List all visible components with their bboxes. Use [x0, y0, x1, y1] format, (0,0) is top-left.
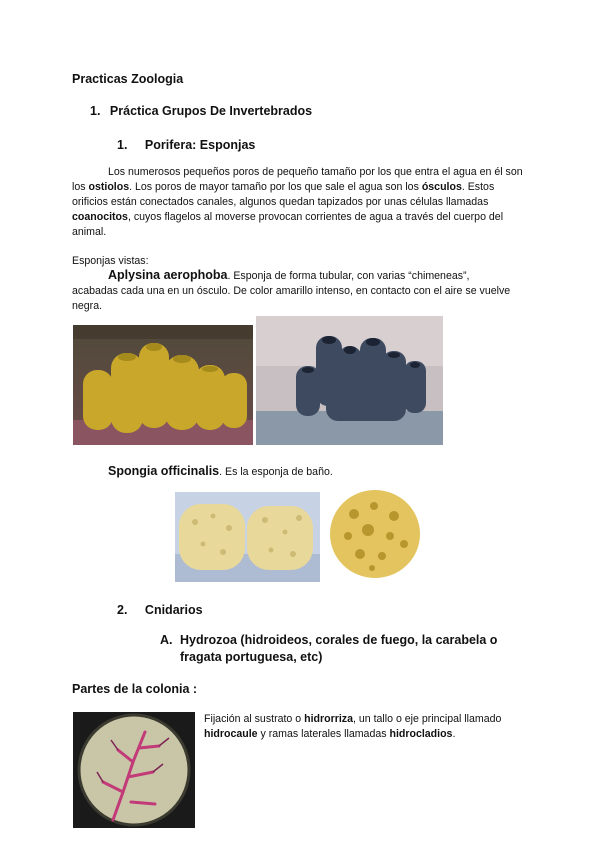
intro-text: , cuyos flagelos al moverse provocan corrientes de agua a través del cuerpo del animal.	[72, 211, 504, 238]
colony-text: Fijación al sustrato o	[204, 713, 305, 725]
seen-label: Esponjas vistas:	[72, 255, 149, 267]
class-letter: A.	[160, 633, 173, 647]
species-desc: . Es la esponja de baño.	[219, 466, 333, 478]
colony-text: , un tallo o eje principal llamado	[352, 713, 502, 725]
colony-text: y ramas laterales llamadas	[257, 728, 390, 740]
intro-text: . Estos orificios están conectados canales, algunos quedan tapizados por unas células llamadas	[72, 181, 495, 208]
term-osculos: ósculos	[421, 181, 462, 193]
aplysina-yellow-photo	[73, 325, 253, 445]
species-name: Aplysina aerophoba	[108, 268, 228, 282]
species-aplysina-paragraph	[72, 268, 512, 314]
term-ostiolos: ostiolos	[88, 181, 130, 193]
hydrozoa-microscope-photo	[73, 712, 195, 828]
intro-text: . Los poros de mayor tamaño por los que sale el agua son los	[129, 181, 422, 193]
term-coanocitos: coanocitos	[72, 211, 128, 223]
intro-paragraph	[72, 165, 524, 240]
species-name: Spongia officinalis	[108, 464, 220, 478]
page-title: Practicas Zoologia	[72, 72, 184, 86]
subsection-heading	[117, 603, 203, 617]
subsection-label: Porifera: Esponjas	[144, 138, 256, 152]
class-heading	[160, 632, 500, 666]
section-number: 1.	[90, 104, 101, 118]
subsection-heading	[117, 138, 255, 152]
subsection-number: 2.	[117, 603, 128, 617]
class-label: Hydrozoa (hidroideos, corales de fuego, la carabela o fragata portuguesa, etc)	[180, 633, 498, 664]
bath-sponge-photo	[324, 484, 426, 582]
term-hidrorriza: hidrorriza	[304, 713, 353, 725]
bath-sponges-photo	[175, 492, 320, 582]
section-label: Práctica Grupos De Invertebrados	[109, 104, 313, 118]
colony-text: .	[452, 728, 456, 740]
subsection-label: Cnidarios	[144, 603, 203, 617]
aplysina-black-photo	[256, 316, 443, 445]
section-heading	[90, 104, 312, 118]
term-hidrocladios: hidrocladios	[389, 728, 453, 740]
species-spongia-paragraph	[108, 464, 333, 480]
partes-heading: Partes de la colonia :	[72, 682, 198, 696]
subsection-number: 1.	[117, 138, 128, 152]
intro-text: Los numerosos pequeños poros de pequeño tamaño por los que entra el agua en él son los	[72, 166, 523, 193]
species-desc: . Esponja de forma tubular, con varias “chimeneas”, acabadas cada una en un ósculo. De color amarillo intenso, en contacto con el aire se vuelve negra.	[72, 270, 511, 312]
term-hidrocaule: hidrocaule	[204, 728, 258, 740]
colony-paragraph	[204, 712, 524, 742]
